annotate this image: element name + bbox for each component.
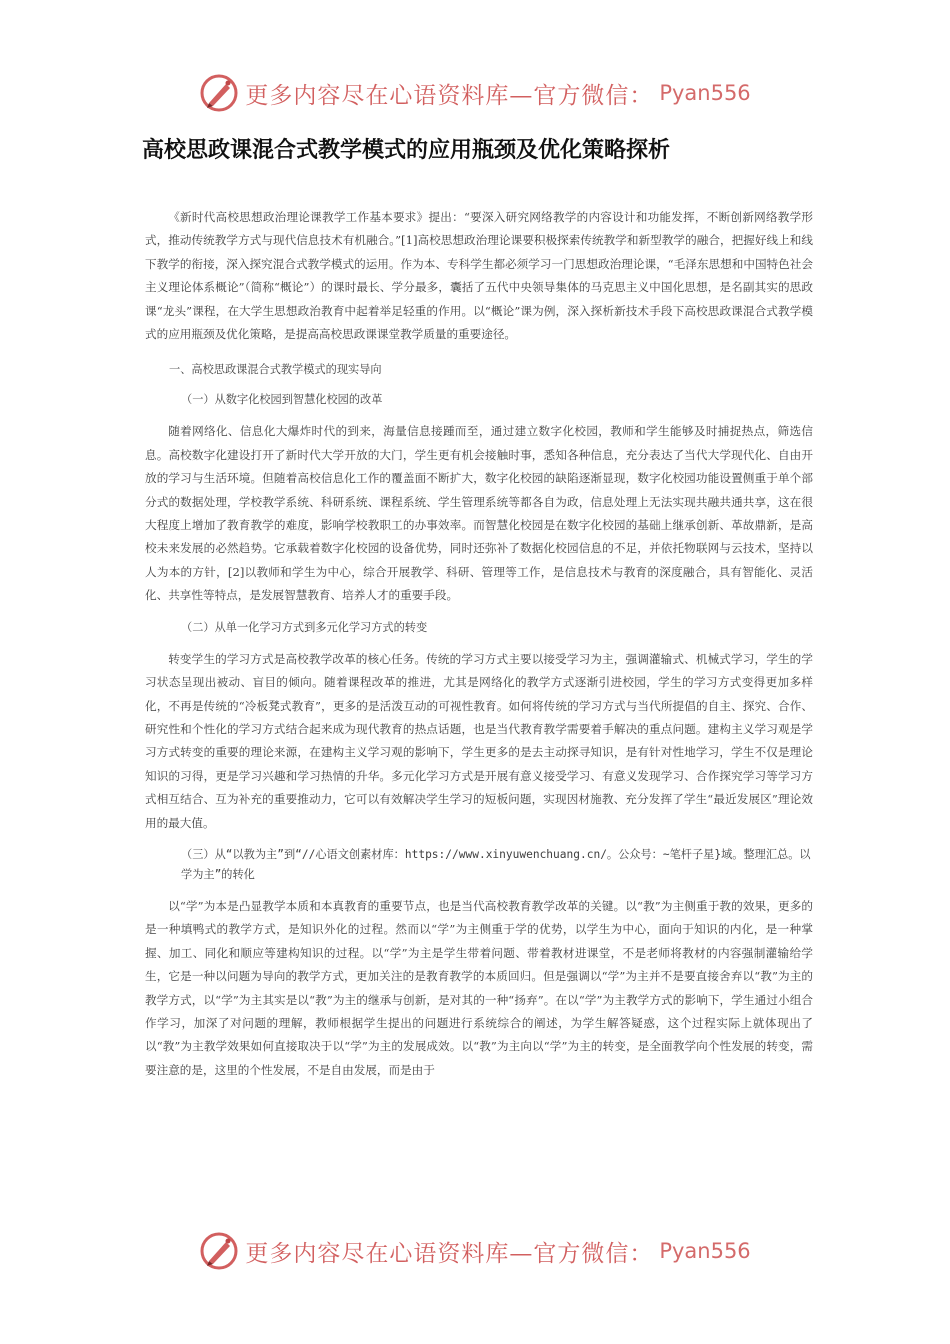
subsection-heading-2: （二）从单一化学习方式到多元化学习方式的转变 <box>181 620 428 634</box>
header-watermark-banner <box>0 70 950 116</box>
subsection-heading-1: （一）从数字化校园到智慧化校园的改革 <box>181 393 383 407</box>
subsection-heading-3: （三）从“以教为主”到“//心语文创素材库：https://www.xinyuwenchuang.cn/。公众号：~笔杆子星}域。整理汇总。以学为主”的转化 <box>181 847 811 881</box>
section-heading-1: 一、高校思政课混合式教学模式的现实导向 <box>169 363 382 377</box>
intro-paragraph: 《新时代高校思想政治理论课教学工作基本要求》提出：“要深入研究网络教学的内容设计和功能发挥，不断创新网络教学形式，推动传统教学方式与现代信息技术有机融合。”[1]高校思想政治理论课要积极探索传统教学和新型教学的融合，把握好线上和线下教学的衔接，深入探究混合式教学模式的运用。作为本、专科学生都必须学习一门思想政治理论课，“毛泽东思想和中国特色社会主义理论体系概论”（简称“概论”）的课时最长、学分最多，囊括了五代中央领导集体的马克思主义中国化思想，是名副其实的思政课“龙头”课程，在大学生思想政治教育中起着举足轻重的作用。以“概论”课为例，深入探析新技术手段下高校思政课混合式教学模式的应用瓶颈及优化策略，是提高高校思政课课堂教学质量的重要途径。 <box>145 210 813 342</box>
subsection-body-2: 转变学生的学习方式是高校教学改革的核心任务。传统的学习方式主要以接受学习为主，强调灌输式、机械式学习，学生的学习状态呈现出被动、盲目的倾向。随着课程改革的推进，尤其是网络化的教学方式逐渐引进校园，学生的学习方式变得更加多样化，不再是传统的“冷板凳式教育”，更多的是活泼互动的可视性教育。如何将传统的学习方式与当代所提倡的自主、探究、合作、研究性和个性化的学习方式结合起来成为现代教育的热点话题，也是当代教育教学需要着手解决的重点问题。建构主义学习观是学习方式转变的重要的理论来源，在建构主义学习观的影响下，学生更多的是去主动探寻知识，是有针对性地学习，学生不仅是理论知识的习得，更是学习兴趣和学习热情的升华。多元化学习方式是开展有意义接受学习、有意义发现学习、合作探究学习等学习方式相互结合、互为补充的重要推动力，它可以有效解决学生学习的短板问题，实现因材施教、充分发挥了学生“最近发展区”理论效用的最大值。 <box>145 651 813 830</box>
pen-logo-icon <box>199 1231 239 1271</box>
document-title: 高校思政课混合式教学模式的应用瓶颈及优化策略探析 <box>142 138 671 163</box>
watermark-slogan: 更多内容尽在心语资料库—官方微信： <box>245 82 654 109</box>
watermark-wechat-id: Pyan556 <box>659 1239 751 1263</box>
subsection-body-1: 随着网络化、信息化大爆炸时代的到来，海量信息接踵而至，通过建立数字化校园，教师和学生能够及时捕捉热点，筛选信息。高校数字化建设打开了新时代大学开放的大门，学生更有机会接触时事，悉知各种信息，充分表达了当代大学现代化、自由开放的学习与生活环境。但随着高校信息化工作的覆盖面不断扩大，数字化校园的缺陷逐渐显现，数字化校园功能设置侧重于单个部分式的数据处理，学校教学系统、科研系统、课程系统、学生管理系统等都各自为政，信息处理上无法实现共融共通共享，这在很大程度上增加了教育教学的难度，影响学校教职工的办事效率。而智慧化校园是在数字化校园的基础上继承创新、革故鼎新，是高校未来发展的必然趋势。它承载着数字化校园的设备优势，同时还弥补了数据化校园信息的不足，并依托物联网与云技术，坚持以人为本的方针，[2]以教师和学生为中心，综合开展教学、科研、管理等工作，是信息技术与教育的深度融合，具有智能化、灵活化、共享性等特点，是发展智慧教育、培养人才的重要手段。 <box>145 424 813 603</box>
subsection-body-3: 以“学”为本是凸显教学本质和本真教育的重要节点，也是当代高校教育教学改革的关键。以“教”为主侧重于教的效果，更多的是一种填鸭式的教学方式，是知识外化的过程。然而以“学”为主侧重于学的优势，以学生为中心，面向于知识的内化，是一种掌握、加工、同化和顺应等建构知识的过程。以“学”为主是学生带着问题、带着教材进课堂，不是老师将教材的内容强制灌输给学生，它是一种以问题为导向的教学方式，更加关注的是教育教学的本质回归。但是强调以“学”为主并不是要直接舍弃以“教”为主的教学方式，以“学”为主其实是以“教”为主的继承与创新，是对其的一种“扬弃”。在以“学”为主教学方式的影响下，学生通过小组合作学习，加深了对问题的理解，教师根据学生提出的问题进行系统综合的阐述，为学生解答疑惑，这个过程实际上就体现出了以“教”为主教学效果如何直接取决于以“学”为主的发展成效。以“教”为主向以“学”为主的转变，是全面教学向个性发展的转变，需要注意的是，这里的个性发展，不是自由发展，而是由于 <box>145 898 813 1077</box>
footer-watermark-banner <box>0 1228 950 1274</box>
pen-logo-icon <box>199 73 239 113</box>
document-body <box>145 206 813 1082</box>
watermark-slogan: 更多内容尽在心语资料库—官方微信： <box>245 1240 654 1267</box>
watermark-wechat-id: Pyan556 <box>659 81 751 105</box>
